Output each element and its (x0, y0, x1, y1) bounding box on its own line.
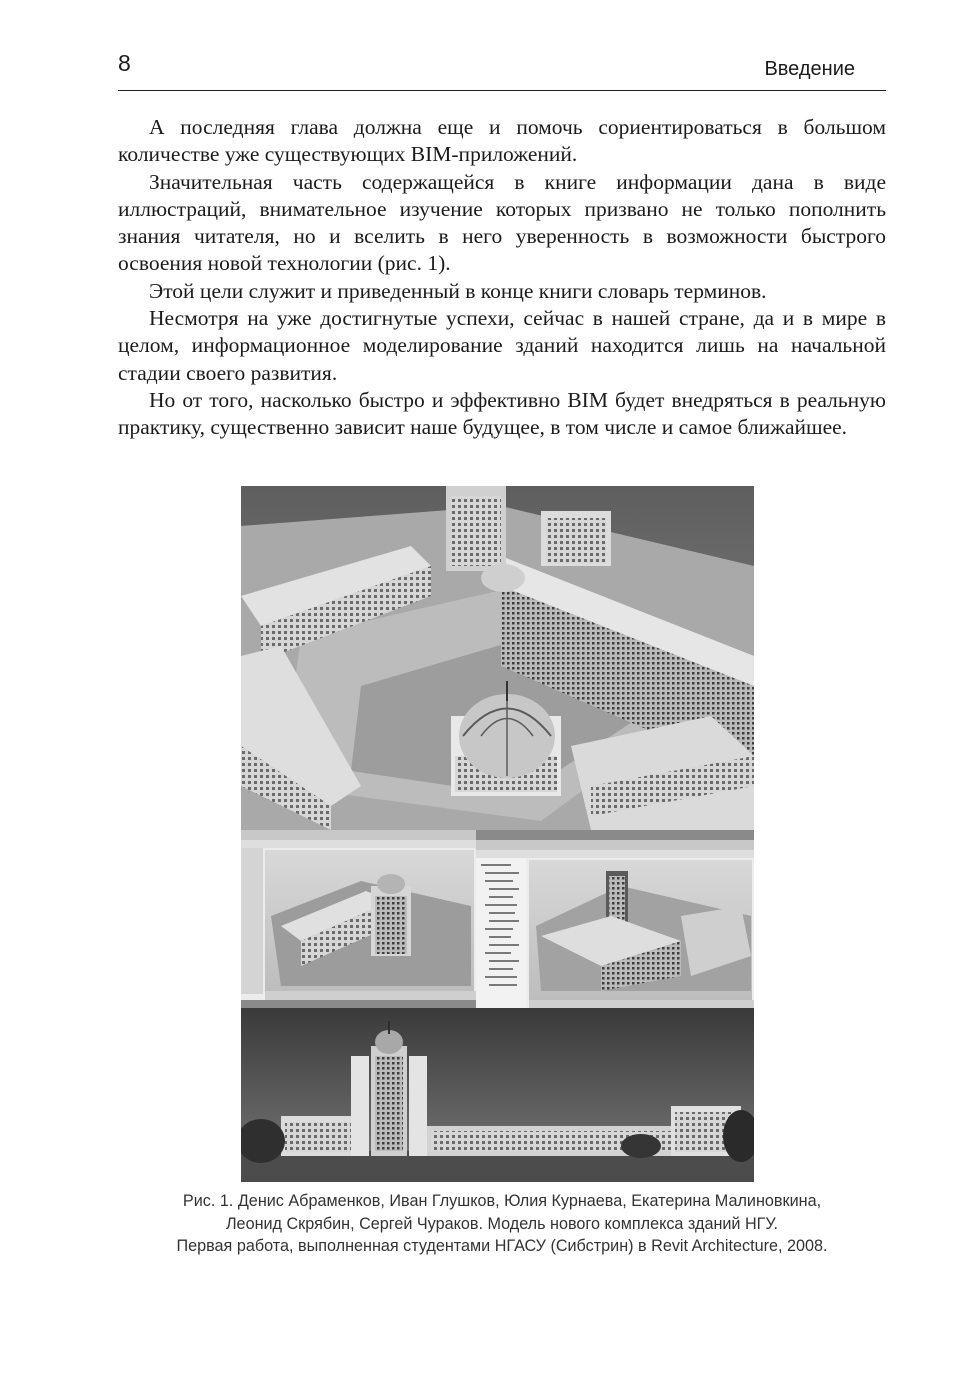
paragraph-1: А последняя глава должна еще и помочь сориентироваться в большом количестве уже существующих BIM-приложений. (118, 115, 886, 167)
page-number: 8 (118, 50, 131, 76)
paragraph-5: Но от того, насколько быстро и эффективно BIM будет внедряться в реальную практику, существенно зависит наше будущее, в том числе и самое ближайшее. (118, 387, 886, 440)
paragraph-4: Несмотря на уже достигнутые успехи, сейчас в нашей стране, да и в мире в целом, информационное моделирование зданий находится лишь на начальной стадии своего развития. (118, 306, 886, 385)
body-text (118, 114, 886, 442)
revit-screenshot-right (476, 840, 754, 1008)
caption-line-3: Первая работа, выполненная студентами НГАСУ (Сибстрин) в Revit Architecture, 2008. (176, 1237, 828, 1255)
photo-render-panel (241, 1008, 754, 1182)
caption-line-2: Леонид Скрябин, Сергей Чураков. Модель нового комплекса зданий НГУ. (225, 1214, 779, 1233)
caption-line-1: Рис. 1. Денис Абраменков, Иван Глушков, Юлия Курнаева, Екатерина Малиновкина, (182, 1192, 822, 1210)
paragraph-3: Этой цели служит и приведенный в конце книги словарь терминов. (149, 278, 767, 303)
header-rule (118, 90, 886, 91)
paragraph-2: Значительная часть содержащейся в книге информации дана в виде иллюстраций, внимательное изучение которых призвано не только пополнить знания читателя, но и вселить в него уверенность в возможности быстрого освоения новой технологии (рис. 1). (118, 169, 886, 276)
running-head: Введение (764, 58, 855, 80)
figure-caption (118, 1190, 886, 1258)
figure-building-model (241, 486, 754, 1182)
aerial-render-panel (241, 486, 754, 830)
revit-screenshot-left (241, 830, 476, 1000)
